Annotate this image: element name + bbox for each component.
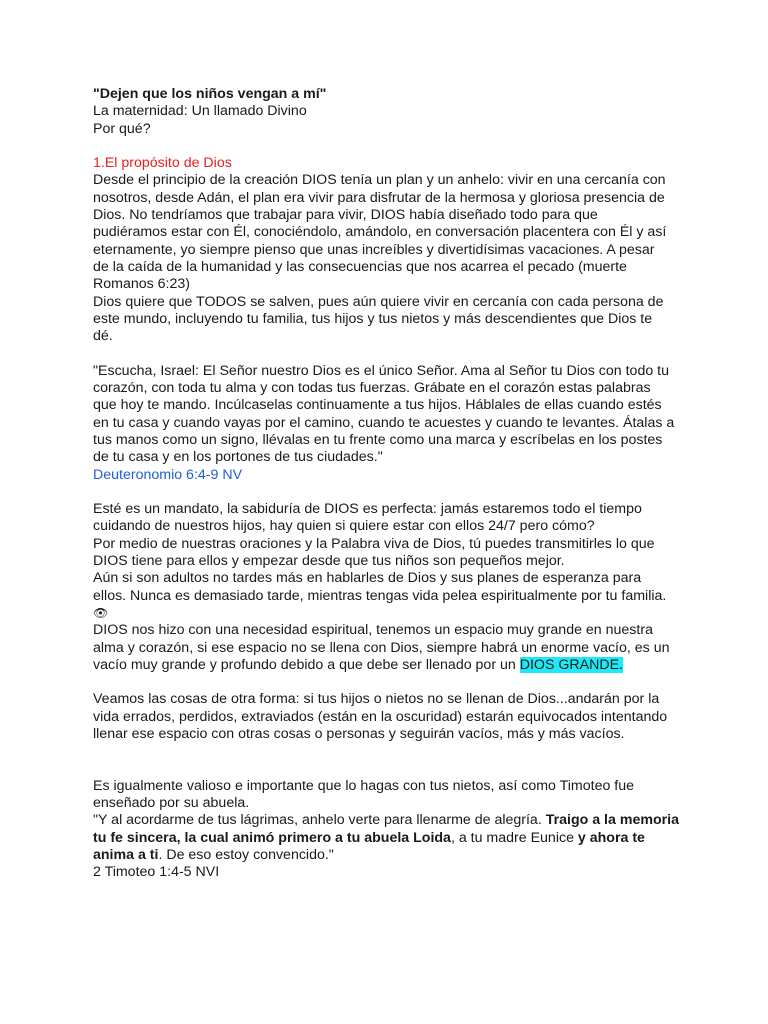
spacer xyxy=(93,484,683,501)
paragraph-salvation xyxy=(93,294,683,346)
text-line: que hoy te mando. Incúlcaselas continuamente a tus hijos. Háblales de ellas cuando estés xyxy=(93,397,662,414)
text-line: alma y corazón, si ese espacio no se llena con Dios, siempre habrá un enorme vacío, es un xyxy=(93,639,670,656)
text-span: , a tu madre Eunice xyxy=(450,829,578,846)
spacer xyxy=(93,345,683,362)
eye-icon: 👁 xyxy=(93,605,109,620)
spacer xyxy=(93,674,683,691)
text-line: dé. xyxy=(93,328,113,345)
text-line xyxy=(93,657,683,674)
bold-text: Traigo a la memoria tu fe sincera, la cual animó primero a tu abuela Loida xyxy=(93,812,679,846)
text-line: Esté es un mandato, la sabiduría de DIOS es perfecta: jamás estaremos todo el tiempo xyxy=(93,501,642,518)
scripture-quote-timothy xyxy=(93,812,683,864)
text-line: llenar ese espacio con otras cosas o personas y seguirán vacíos, más y más vacíos. xyxy=(93,725,625,742)
text-line: pudiéramos estar con Él, conociéndolo, amándolo, en conversación placentera con Él y así xyxy=(93,224,667,241)
text-line: cuidando de nuestros hijos, hay quien si quiere estar con ellos 24/7 pero cómo? xyxy=(93,518,595,535)
text-line: Dios. No tendríamos que trabajar para vivir, DIOS había diseñado todo para que xyxy=(93,207,598,224)
text-line: eternamente, yo siempre pienso que unas increíbles y divertidísimas vacaciones. A pesar xyxy=(93,241,655,258)
text-line: de la caída de la humanidad y las consecuencias que nos acarrea el pecado (muerte xyxy=(93,258,627,275)
text-span: vacío muy grande y profundo debido a que debe ser llenado por un xyxy=(93,656,520,673)
scripture-reference: Deuteronomio 6:4-9 NV xyxy=(93,466,243,483)
text-line: "Escucha, Israel: El Señor nuestro Dios es el único Señor. Ama al Señor tu Dios con todo tu xyxy=(93,362,669,379)
text-line: de tu casa y en los portones de tus ciudades." xyxy=(93,449,383,466)
text-line: enseñado por su abuela. xyxy=(93,795,250,812)
text-span: "Y al acordarme de tus lágrimas, anhelo verte para llenarme de alegría. xyxy=(93,812,546,829)
text-line: este mundo, incluyendo tu familia, tus hijos y tus nietos y más descendientes que Dios te xyxy=(93,310,653,327)
text-line: Romanos 6:23) xyxy=(93,276,190,293)
text-line: en tu casa y cuando vayas por el camino, cuando te acuestes y cuando te levantes. Átalas a xyxy=(93,414,675,431)
bold-text: y ahora te anima a ti xyxy=(93,829,645,864)
text-line: Es igualmente valioso e importante que lo hagas con tus nietos, así como Timoteo fue xyxy=(93,777,635,794)
paragraph-grandchildren xyxy=(93,778,683,813)
text-line: corazón, con toda tu alma y con todas tus fuerzas. Grábate en el corazón estas palabras xyxy=(93,380,651,397)
paragraph-other-view xyxy=(93,691,683,743)
document-title: "Dejen que los niños vengan a mí" xyxy=(93,86,327,102)
text-line: DIOS nos hizo con una necesidad espiritual, tenemos un espacio muy grande en nuestra xyxy=(93,622,653,639)
paragraph-spiritual-need xyxy=(93,622,683,674)
text-line: Veamos las cosas de otra forma: si tus hijos o nietos no se llenan de Dios...andarán por la xyxy=(93,691,660,708)
section-heading: 1.El propósito de Dios xyxy=(93,155,232,172)
text-line: tus manos como un signo, llévalas en tu frente como una marca y escríbelas en los postes xyxy=(93,431,663,448)
text-line: Por medio de nuestras oraciones y la Palabra viva de Dios, tú puedes transmitirles lo que xyxy=(93,535,655,552)
spacer xyxy=(93,743,683,778)
question-line: Por qué? xyxy=(93,120,151,137)
text-line: ellos. Nunca es demasiado tarde, mientras tengas vida pelea espiritualmente por tu familia. xyxy=(93,587,667,604)
text-line: Dios quiere que TODOS se salven, pues aún quiere vivir en cercanía con cada persona de xyxy=(93,293,664,310)
text-line: DIOS tiene para ellos y empezar desde que tus niños son pequeños mejor. xyxy=(93,553,565,570)
text-span: . De eso estoy convencido." xyxy=(158,847,334,864)
paragraph-creation-plan xyxy=(93,172,683,293)
text-line: Desde el principio de la creación DIOS tenía un plan y un anhelo: vivir en una cercanía con xyxy=(93,172,666,189)
scripture-reference: 2 Timoteo 1:4-5 NVI xyxy=(93,864,220,881)
eye-emoji-line xyxy=(93,605,683,622)
paragraph-mandate xyxy=(93,501,683,605)
highlighted-text: DIOS GRANDE. xyxy=(519,656,623,673)
text-line: nosotros, desde Adán, el plan era vivir para disfrutar de la hermosa y gloriosa presencia de xyxy=(93,189,665,206)
text-line: vida errados, perdidos, extraviados (están en la oscuridad) estarán equivocados intentando xyxy=(93,708,668,725)
text-line: Aún si son adultos no tardes más en hablarles de Dios y sus planes de esperanza para xyxy=(93,570,642,587)
document-subtitle: La maternidad: Un llamado Divino xyxy=(93,103,307,120)
document-page xyxy=(93,86,683,882)
spacer xyxy=(93,138,683,155)
scripture-quote-deuteronomy xyxy=(93,363,683,467)
